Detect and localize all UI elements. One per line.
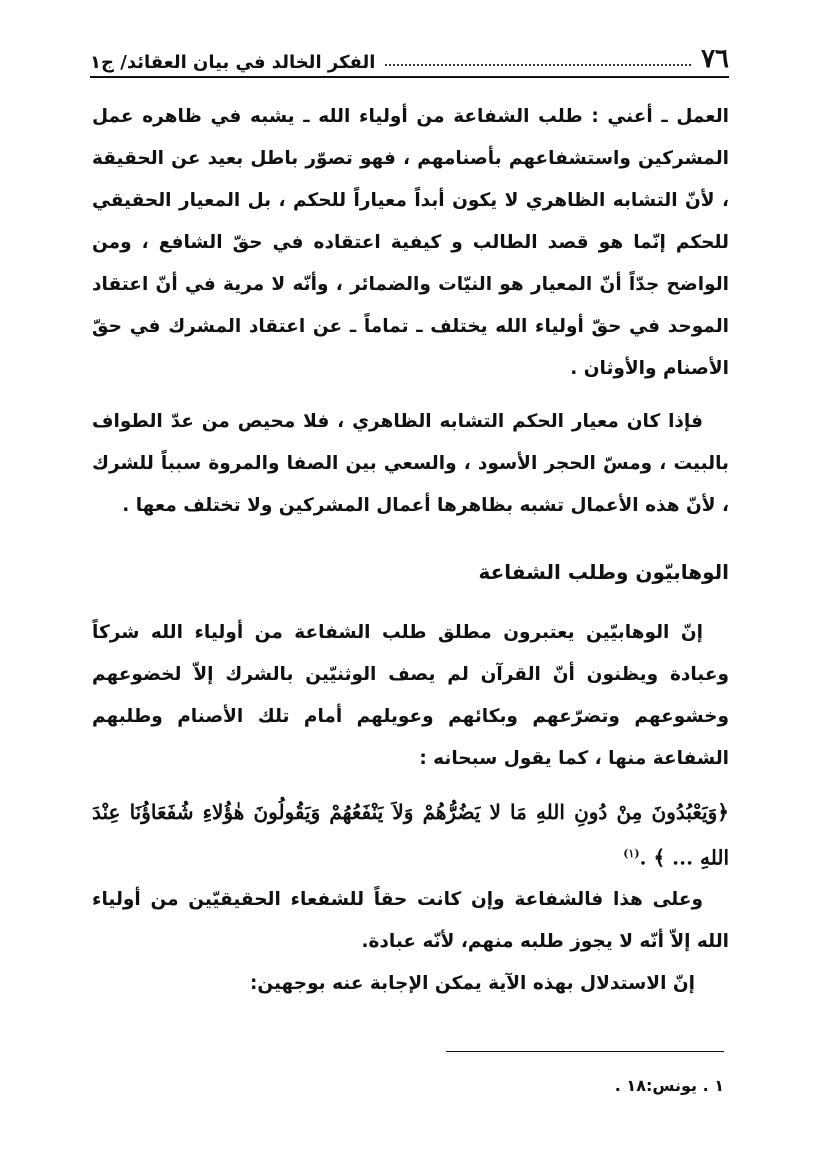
page-number: ٧٦ — [701, 44, 729, 74]
footnote-separator — [446, 1051, 724, 1052]
paragraph-outward-resemblance: فإذا كان معيار الحكم التشابه الظاهري ، فلا محيص من عدّ الطواف بالبيت ، ومسّ الحجر الأسود ، والسعي بين الصفا والمروة سبباً للشرك ، لأنّ هذه الأعمال تشبه بظاهرها أعمال المشركين ولا تختلف معها . — [92, 411, 729, 516]
quran-verse — [92, 791, 729, 879]
paragraph-answer-intro: إنّ الاستدلال بهذه الآية يمكن الإجابة عنه بوجهين: — [249, 972, 695, 994]
footnote: ١ . يونس:١٨ . — [614, 1076, 724, 1095]
paragraph-wahhabi-claim: إنّ الوهابيّين يعتبرون مطلق طلب الشفاعة من أولياء الله شركاً وعبادة ويظنون أنّ القرآن لم يصف الوثنيّين بالشرك إلاّ لخضوعهم وخشوعهم وتضرّعهم وبكائهم وعويلهم أمام تلك الأصنام وطلبهم الشفاعة منها ، كما يقول سبحانه : — [92, 622, 729, 769]
page-header — [90, 38, 729, 72]
footnote-ref[interactable]: (١) — [623, 847, 640, 860]
body-block-top — [92, 96, 729, 527]
quran-verse-text: ﴿وَيَعْبُدُونَ مِنْ دُونِ اللهِ مَا لا يَضُرُّهُمْ وَلاَ يَنْفَعُهُمْ وَيَقُولُونَ هٰؤُلاءِ شُفَعَاؤُنَا عِنْدَ اللهِ ... ﴾ . — [92, 800, 729, 870]
section-heading: الوهابيّون وطلب الشفاعة — [478, 560, 729, 584]
header-rule — [90, 76, 729, 78]
running-book-title: الفكر الخالد في بيان العقائد/ ج١ — [90, 52, 376, 73]
header-dot-leader — [385, 64, 691, 66]
paragraph-conclusion: وعلى هذا فالشفاعة وإن كانت حقاً للشفعاء الحقيقيّين من أولياء الله إلاّ أنّه لا يجوز طلبه منهم، لأنّه عبادة. — [92, 888, 729, 952]
body-block-bottom — [92, 612, 729, 1005]
paragraph-shafaa-argument: العمل ـ أعني : طلب الشفاعة من أولياء الله ـ يشبه في ظاهره عمل المشركين واستشفاعهم بأصنامهم ، فهو تصوّر باطل بعيد عن الحقيقة ، لأنّ التشابه الظاهري لا يكون أبداً معياراً للحكم ، بل المعيار الحقيقي للحكم إنّما هو قصد الطالب و كيفية اعتقاده في حقّ الشافع ، ومن الواضح جدّاً أنّ المعيار هو النيّات والضمائر ، وأنّه لا مرية في أنّ اعتقاد الموحد في حقّ أولياء الله يختلف ـ تماماً ـ عن اعتقاد المشرك في حقّ الأصنام والأوثان . — [92, 106, 729, 379]
